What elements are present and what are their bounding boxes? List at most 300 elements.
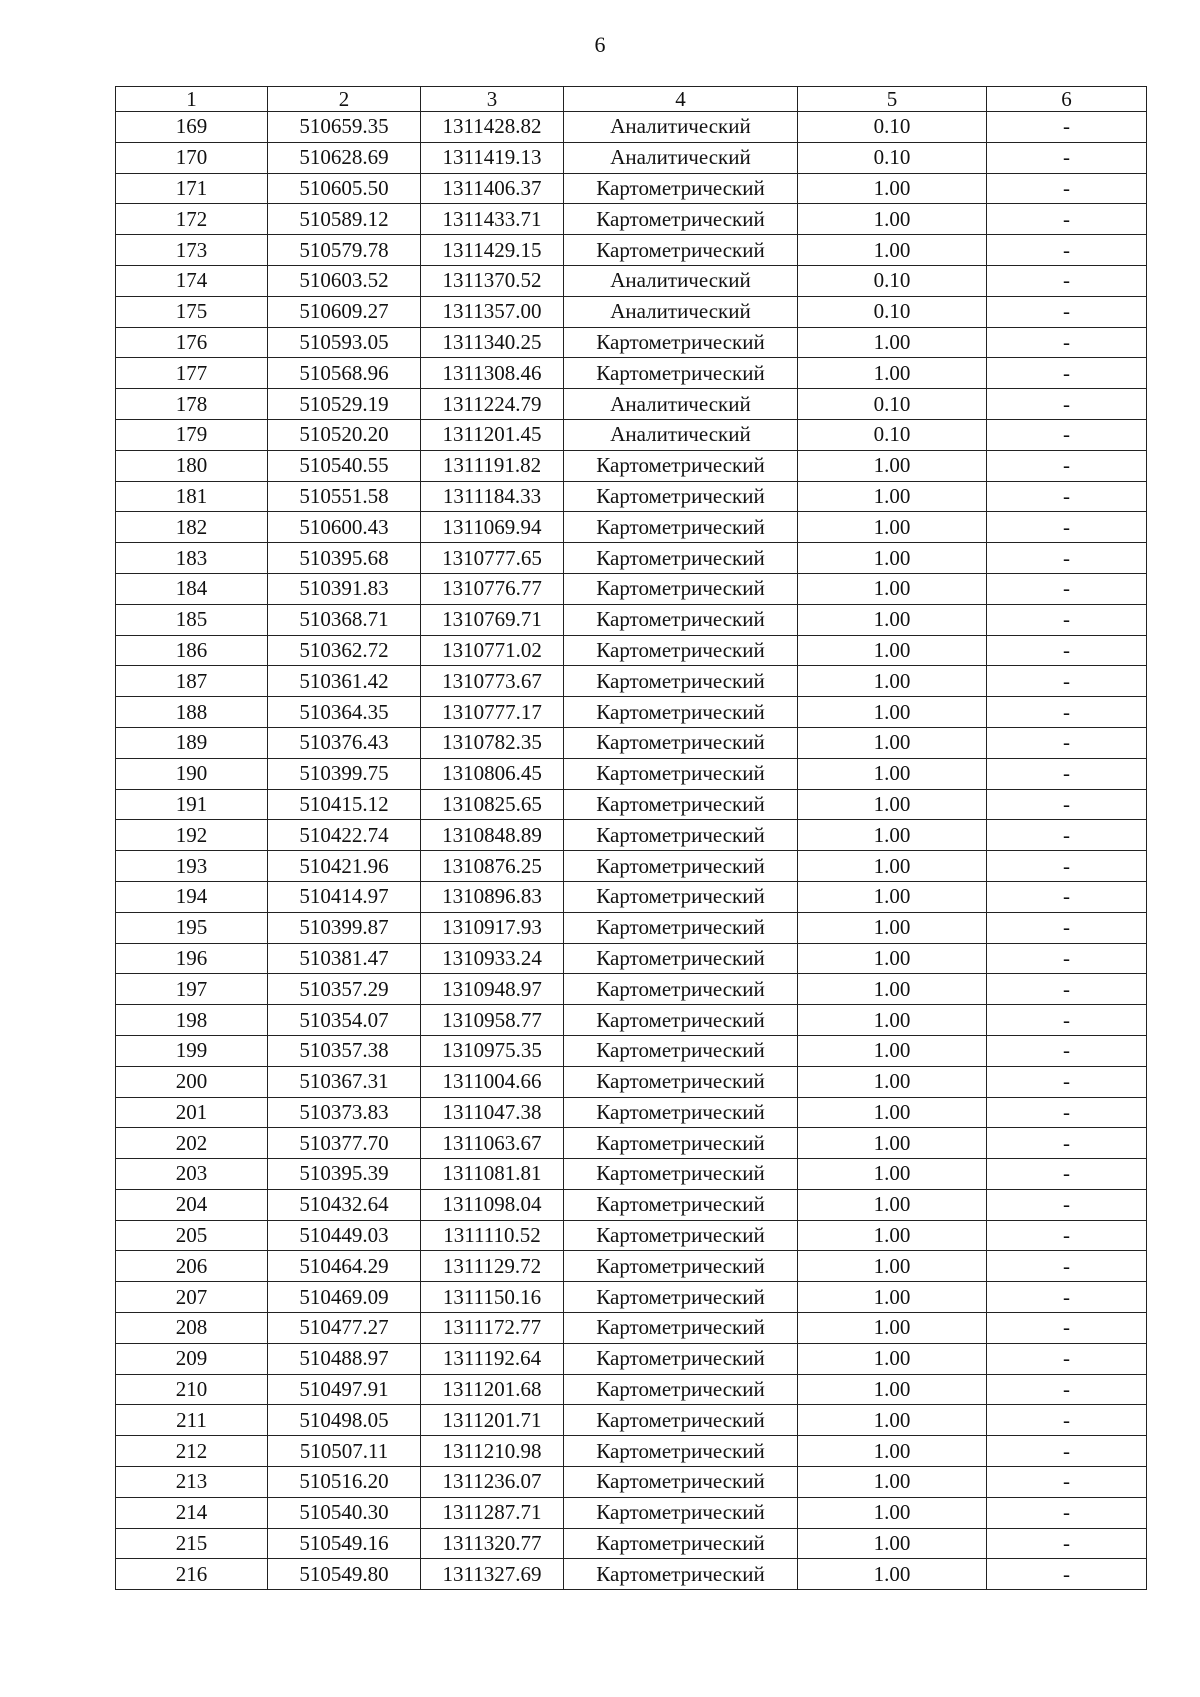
cell-description: -: [987, 1528, 1147, 1559]
cell-description: -: [987, 1497, 1147, 1528]
cell-point-number: 180: [116, 450, 268, 481]
cell-x-coordinate: 510497.91: [268, 1374, 421, 1405]
cell-y-coordinate: 1311184.33: [421, 481, 564, 512]
cell-y-coordinate: 1311428.82: [421, 112, 564, 143]
table-row: [116, 173, 1147, 204]
table-row: [116, 1405, 1147, 1436]
cell-accuracy: 1.00: [798, 666, 987, 697]
cell-accuracy: 1.00: [798, 1035, 987, 1066]
cell-point-number: 192: [116, 820, 268, 851]
table-row: [116, 604, 1147, 635]
table-row: [116, 1467, 1147, 1498]
table-row: [116, 789, 1147, 820]
header-row: [116, 87, 1147, 112]
cell-x-coordinate: 510464.29: [268, 1251, 421, 1282]
cell-description: -: [987, 543, 1147, 574]
cell-accuracy: 1.00: [798, 235, 987, 266]
table-row: [116, 296, 1147, 327]
cell-method: Картометрический: [564, 943, 798, 974]
cell-method: Картометрический: [564, 1559, 798, 1590]
cell-method: Картометрический: [564, 173, 798, 204]
cell-description: -: [987, 1066, 1147, 1097]
cell-point-number: 195: [116, 912, 268, 943]
cell-description: -: [987, 112, 1147, 143]
cell-accuracy: 1.00: [798, 1159, 987, 1190]
cell-y-coordinate: 1310948.97: [421, 974, 564, 1005]
cell-point-number: 208: [116, 1313, 268, 1344]
cell-point-number: 204: [116, 1189, 268, 1220]
cell-description: -: [987, 1405, 1147, 1436]
cell-description: -: [987, 1097, 1147, 1128]
table-row: [116, 1189, 1147, 1220]
cell-method: Картометрический: [564, 1220, 798, 1251]
cell-description: -: [987, 1251, 1147, 1282]
cell-point-number: 179: [116, 419, 268, 450]
cell-method: Картометрический: [564, 727, 798, 758]
cell-method: Картометрический: [564, 1097, 798, 1128]
table-row: [116, 697, 1147, 728]
cell-accuracy: 1.00: [798, 1343, 987, 1374]
cell-x-coordinate: 510368.71: [268, 604, 421, 635]
cell-method: Картометрический: [564, 1066, 798, 1097]
table-row: [116, 235, 1147, 266]
table-row: [116, 666, 1147, 697]
cell-y-coordinate: 1311110.52: [421, 1220, 564, 1251]
cell-description: -: [987, 758, 1147, 789]
cell-y-coordinate: 1311419.13: [421, 142, 564, 173]
cell-description: -: [987, 389, 1147, 420]
cell-description: -: [987, 635, 1147, 666]
cell-x-coordinate: 510549.80: [268, 1559, 421, 1590]
cell-y-coordinate: 1311063.67: [421, 1128, 564, 1159]
cell-y-coordinate: 1310933.24: [421, 943, 564, 974]
cell-point-number: 178: [116, 389, 268, 420]
cell-description: -: [987, 1035, 1147, 1066]
cell-y-coordinate: 1310782.35: [421, 727, 564, 758]
cell-y-coordinate: 1311433.71: [421, 204, 564, 235]
cell-point-number: 181: [116, 481, 268, 512]
cell-x-coordinate: 510605.50: [268, 173, 421, 204]
cell-accuracy: 1.00: [798, 1528, 987, 1559]
cell-point-number: 176: [116, 327, 268, 358]
cell-description: -: [987, 1313, 1147, 1344]
cell-y-coordinate: 1310776.77: [421, 573, 564, 604]
cell-x-coordinate: 510376.43: [268, 727, 421, 758]
cell-y-coordinate: 1311172.77: [421, 1313, 564, 1344]
cell-description: -: [987, 881, 1147, 912]
table-row: [116, 512, 1147, 543]
cell-description: -: [987, 820, 1147, 851]
column-header: 6: [987, 87, 1147, 112]
cell-method: Картометрический: [564, 327, 798, 358]
table-row: [116, 1251, 1147, 1282]
cell-point-number: 183: [116, 543, 268, 574]
column-header: 3: [421, 87, 564, 112]
cell-y-coordinate: 1311047.38: [421, 1097, 564, 1128]
cell-method: Картометрический: [564, 1189, 798, 1220]
cell-accuracy: 1.00: [798, 1497, 987, 1528]
cell-y-coordinate: 1311201.45: [421, 419, 564, 450]
cell-accuracy: 1.00: [798, 789, 987, 820]
cell-method: Картометрический: [564, 1251, 798, 1282]
cell-accuracy: 0.10: [798, 389, 987, 420]
cell-x-coordinate: 510357.38: [268, 1035, 421, 1066]
cell-method: Аналитический: [564, 265, 798, 296]
cell-point-number: 175: [116, 296, 268, 327]
cell-y-coordinate: 1311320.77: [421, 1528, 564, 1559]
cell-method: Картометрический: [564, 1436, 798, 1467]
cell-y-coordinate: 1311224.79: [421, 389, 564, 420]
cell-point-number: 215: [116, 1528, 268, 1559]
cell-method: Картометрический: [564, 235, 798, 266]
cell-y-coordinate: 1311210.98: [421, 1436, 564, 1467]
cell-y-coordinate: 1311081.81: [421, 1159, 564, 1190]
cell-x-coordinate: 510449.03: [268, 1220, 421, 1251]
cell-x-coordinate: 510373.83: [268, 1097, 421, 1128]
cell-point-number: 205: [116, 1220, 268, 1251]
table-body: [116, 112, 1147, 1590]
cell-method: Картометрический: [564, 912, 798, 943]
table-row: [116, 1313, 1147, 1344]
cell-accuracy: 1.00: [798, 1467, 987, 1498]
cell-point-number: 182: [116, 512, 268, 543]
cell-x-coordinate: 510568.96: [268, 358, 421, 389]
table-row: [116, 389, 1147, 420]
cell-y-coordinate: 1310958.77: [421, 1005, 564, 1036]
cell-y-coordinate: 1310896.83: [421, 881, 564, 912]
cell-accuracy: 1.00: [798, 635, 987, 666]
cell-method: Картометрический: [564, 1497, 798, 1528]
cell-x-coordinate: 510477.27: [268, 1313, 421, 1344]
table-row: [116, 450, 1147, 481]
cell-accuracy: 1.00: [798, 1282, 987, 1313]
cell-accuracy: 1.00: [798, 697, 987, 728]
cell-description: -: [987, 173, 1147, 204]
cell-x-coordinate: 510516.20: [268, 1467, 421, 1498]
cell-description: -: [987, 265, 1147, 296]
cell-accuracy: 0.10: [798, 419, 987, 450]
table-row: [116, 1005, 1147, 1036]
cell-description: -: [987, 327, 1147, 358]
cell-description: -: [987, 604, 1147, 635]
cell-accuracy: 1.00: [798, 1436, 987, 1467]
cell-point-number: 206: [116, 1251, 268, 1282]
table-row: [116, 851, 1147, 882]
cell-description: -: [987, 573, 1147, 604]
cell-description: -: [987, 1128, 1147, 1159]
page-number: 6: [594, 32, 606, 57]
cell-method: Картометрический: [564, 1005, 798, 1036]
cell-x-coordinate: 510395.68: [268, 543, 421, 574]
cell-x-coordinate: 510589.12: [268, 204, 421, 235]
cell-point-number: 173: [116, 235, 268, 266]
cell-description: -: [987, 235, 1147, 266]
cell-point-number: 209: [116, 1343, 268, 1374]
cell-y-coordinate: 1311406.37: [421, 173, 564, 204]
cell-x-coordinate: 510361.42: [268, 666, 421, 697]
cell-description: -: [987, 1189, 1147, 1220]
table-row: [116, 758, 1147, 789]
cell-point-number: 193: [116, 851, 268, 882]
table-row: [116, 943, 1147, 974]
cell-y-coordinate: 1311201.68: [421, 1374, 564, 1405]
cell-x-coordinate: 510600.43: [268, 512, 421, 543]
cell-description: -: [987, 666, 1147, 697]
table-row: [116, 1159, 1147, 1190]
cell-y-coordinate: 1310773.67: [421, 666, 564, 697]
cell-x-coordinate: 510540.30: [268, 1497, 421, 1528]
cell-method: Картометрический: [564, 1528, 798, 1559]
table-row: [116, 265, 1147, 296]
cell-accuracy: 1.00: [798, 1313, 987, 1344]
cell-x-coordinate: 510507.11: [268, 1436, 421, 1467]
cell-method: Аналитический: [564, 389, 798, 420]
table-row: [116, 1097, 1147, 1128]
cell-x-coordinate: 510609.27: [268, 296, 421, 327]
coordinates-table: [115, 86, 1147, 1590]
cell-method: Картометрический: [564, 604, 798, 635]
cell-description: -: [987, 943, 1147, 974]
table-row: [116, 881, 1147, 912]
cell-y-coordinate: 1310848.89: [421, 820, 564, 851]
table-row: [116, 1035, 1147, 1066]
cell-accuracy: 1.00: [798, 1128, 987, 1159]
cell-method: Картометрический: [564, 1313, 798, 1344]
cell-point-number: 210: [116, 1374, 268, 1405]
table-row: [116, 1436, 1147, 1467]
cell-method: Картометрический: [564, 1343, 798, 1374]
cell-accuracy: 1.00: [798, 1005, 987, 1036]
cell-accuracy: 1.00: [798, 1559, 987, 1590]
cell-y-coordinate: 1311098.04: [421, 1189, 564, 1220]
cell-x-coordinate: 510421.96: [268, 851, 421, 882]
cell-x-coordinate: 510354.07: [268, 1005, 421, 1036]
cell-point-number: 188: [116, 697, 268, 728]
cell-point-number: 194: [116, 881, 268, 912]
cell-method: Картометрический: [564, 635, 798, 666]
cell-x-coordinate: 510422.74: [268, 820, 421, 851]
cell-y-coordinate: 1311429.15: [421, 235, 564, 266]
cell-description: -: [987, 358, 1147, 389]
cell-accuracy: 1.00: [798, 851, 987, 882]
cell-method: Картометрический: [564, 481, 798, 512]
cell-point-number: 201: [116, 1097, 268, 1128]
cell-x-coordinate: 510469.09: [268, 1282, 421, 1313]
cell-point-number: 190: [116, 758, 268, 789]
cell-y-coordinate: 1311287.71: [421, 1497, 564, 1528]
cell-y-coordinate: 1311004.66: [421, 1066, 564, 1097]
cell-accuracy: 1.00: [798, 912, 987, 943]
cell-point-number: 177: [116, 358, 268, 389]
cell-point-number: 170: [116, 142, 268, 173]
cell-description: -: [987, 512, 1147, 543]
cell-method: Картометрический: [564, 789, 798, 820]
cell-x-coordinate: 510488.97: [268, 1343, 421, 1374]
cell-point-number: 187: [116, 666, 268, 697]
cell-method: Аналитический: [564, 112, 798, 143]
column-header: 4: [564, 87, 798, 112]
cell-accuracy: 1.00: [798, 1097, 987, 1128]
table-row: [116, 1282, 1147, 1313]
cell-description: -: [987, 1343, 1147, 1374]
cell-point-number: 171: [116, 173, 268, 204]
cell-method: Картометрический: [564, 1159, 798, 1190]
cell-point-number: 185: [116, 604, 268, 635]
cell-y-coordinate: 1310825.65: [421, 789, 564, 820]
column-header: 2: [268, 87, 421, 112]
cell-accuracy: 1.00: [798, 881, 987, 912]
cell-point-number: 172: [116, 204, 268, 235]
cell-y-coordinate: 1310917.93: [421, 912, 564, 943]
cell-method: Картометрический: [564, 1374, 798, 1405]
cell-point-number: 211: [116, 1405, 268, 1436]
cell-point-number: 199: [116, 1035, 268, 1066]
cell-y-coordinate: 1310806.45: [421, 758, 564, 789]
table-row: [116, 142, 1147, 173]
cell-method: Картометрический: [564, 1128, 798, 1159]
cell-accuracy: 1.00: [798, 943, 987, 974]
cell-method: Картометрический: [564, 881, 798, 912]
table-row: [116, 573, 1147, 604]
cell-description: -: [987, 1282, 1147, 1313]
cell-description: -: [987, 1005, 1147, 1036]
table-row: [116, 481, 1147, 512]
cell-accuracy: 1.00: [798, 1405, 987, 1436]
table-row: [116, 1066, 1147, 1097]
table-header: [116, 87, 1147, 112]
cell-method: Картометрический: [564, 820, 798, 851]
cell-x-coordinate: 510362.72: [268, 635, 421, 666]
cell-method: Картометрический: [564, 697, 798, 728]
cell-accuracy: 1.00: [798, 727, 987, 758]
cell-y-coordinate: 1311129.72: [421, 1251, 564, 1282]
cell-x-coordinate: 510415.12: [268, 789, 421, 820]
cell-accuracy: 1.00: [798, 1066, 987, 1097]
cell-x-coordinate: 510498.05: [268, 1405, 421, 1436]
cell-accuracy: 0.10: [798, 265, 987, 296]
cell-method: Картометрический: [564, 543, 798, 574]
cell-accuracy: 1.00: [798, 820, 987, 851]
cell-point-number: 213: [116, 1467, 268, 1498]
cell-method: Картометрический: [564, 573, 798, 604]
cell-y-coordinate: 1311201.71: [421, 1405, 564, 1436]
cell-accuracy: 1.00: [798, 758, 987, 789]
cell-method: Картометрический: [564, 666, 798, 697]
cell-accuracy: 1.00: [798, 543, 987, 574]
table-row: [116, 635, 1147, 666]
cell-description: -: [987, 1467, 1147, 1498]
cell-x-coordinate: 510364.35: [268, 697, 421, 728]
cell-y-coordinate: 1311192.64: [421, 1343, 564, 1374]
cell-x-coordinate: 510540.55: [268, 450, 421, 481]
cell-accuracy: 1.00: [798, 173, 987, 204]
cell-description: -: [987, 204, 1147, 235]
cell-accuracy: 1.00: [798, 1374, 987, 1405]
cell-x-coordinate: 510367.31: [268, 1066, 421, 1097]
cell-y-coordinate: 1311370.52: [421, 265, 564, 296]
cell-x-coordinate: 510399.87: [268, 912, 421, 943]
table-row: [116, 1374, 1147, 1405]
cell-x-coordinate: 510579.78: [268, 235, 421, 266]
cell-method: Картометрический: [564, 851, 798, 882]
cell-method: Аналитический: [564, 296, 798, 327]
cell-y-coordinate: 1310771.02: [421, 635, 564, 666]
cell-point-number: 169: [116, 112, 268, 143]
cell-y-coordinate: 1311069.94: [421, 512, 564, 543]
cell-accuracy: 1.00: [798, 1189, 987, 1220]
cell-x-coordinate: 510520.20: [268, 419, 421, 450]
cell-accuracy: 0.10: [798, 142, 987, 173]
cell-accuracy: 1.00: [798, 481, 987, 512]
table-row: [116, 327, 1147, 358]
cell-y-coordinate: 1311357.00: [421, 296, 564, 327]
cell-accuracy: 1.00: [798, 604, 987, 635]
cell-point-number: 212: [116, 1436, 268, 1467]
cell-description: -: [987, 697, 1147, 728]
cell-accuracy: 0.10: [798, 296, 987, 327]
cell-description: -: [987, 727, 1147, 758]
cell-accuracy: 1.00: [798, 450, 987, 481]
cell-point-number: 197: [116, 974, 268, 1005]
cell-method: Картометрический: [564, 974, 798, 1005]
cell-description: -: [987, 1374, 1147, 1405]
cell-description: -: [987, 142, 1147, 173]
cell-y-coordinate: 1311236.07: [421, 1467, 564, 1498]
cell-point-number: 189: [116, 727, 268, 758]
cell-point-number: 191: [116, 789, 268, 820]
cell-x-coordinate: 510659.35: [268, 112, 421, 143]
cell-accuracy: 1.00: [798, 1220, 987, 1251]
table-row: [116, 1343, 1147, 1374]
cell-point-number: 174: [116, 265, 268, 296]
cell-point-number: 202: [116, 1128, 268, 1159]
cell-y-coordinate: 1310975.35: [421, 1035, 564, 1066]
table-row: [116, 1220, 1147, 1251]
cell-method: Аналитический: [564, 142, 798, 173]
cell-point-number: 184: [116, 573, 268, 604]
cell-x-coordinate: 510432.64: [268, 1189, 421, 1220]
table-row: [116, 112, 1147, 143]
cell-description: -: [987, 1220, 1147, 1251]
cell-point-number: 200: [116, 1066, 268, 1097]
column-header: 5: [798, 87, 987, 112]
cell-x-coordinate: 510395.39: [268, 1159, 421, 1190]
cell-method: Картометрический: [564, 758, 798, 789]
cell-point-number: 203: [116, 1159, 268, 1190]
cell-description: -: [987, 296, 1147, 327]
cell-description: -: [987, 450, 1147, 481]
cell-method: Картометрический: [564, 1282, 798, 1313]
table-row: [116, 1128, 1147, 1159]
cell-point-number: 216: [116, 1559, 268, 1590]
cell-accuracy: 1.00: [798, 358, 987, 389]
cell-accuracy: 1.00: [798, 327, 987, 358]
table-row: [116, 1528, 1147, 1559]
cell-y-coordinate: 1311191.82: [421, 450, 564, 481]
cell-y-coordinate: 1310777.65: [421, 543, 564, 574]
column-header: 1: [116, 87, 268, 112]
cell-description: -: [987, 1559, 1147, 1590]
table-row: [116, 912, 1147, 943]
cell-point-number: 214: [116, 1497, 268, 1528]
cell-method: Аналитический: [564, 419, 798, 450]
cell-method: Картометрический: [564, 1467, 798, 1498]
table-row: [116, 419, 1147, 450]
cell-accuracy: 1.00: [798, 1251, 987, 1282]
cell-x-coordinate: 510529.19: [268, 389, 421, 420]
cell-description: -: [987, 1159, 1147, 1190]
cell-method: Картометрический: [564, 358, 798, 389]
